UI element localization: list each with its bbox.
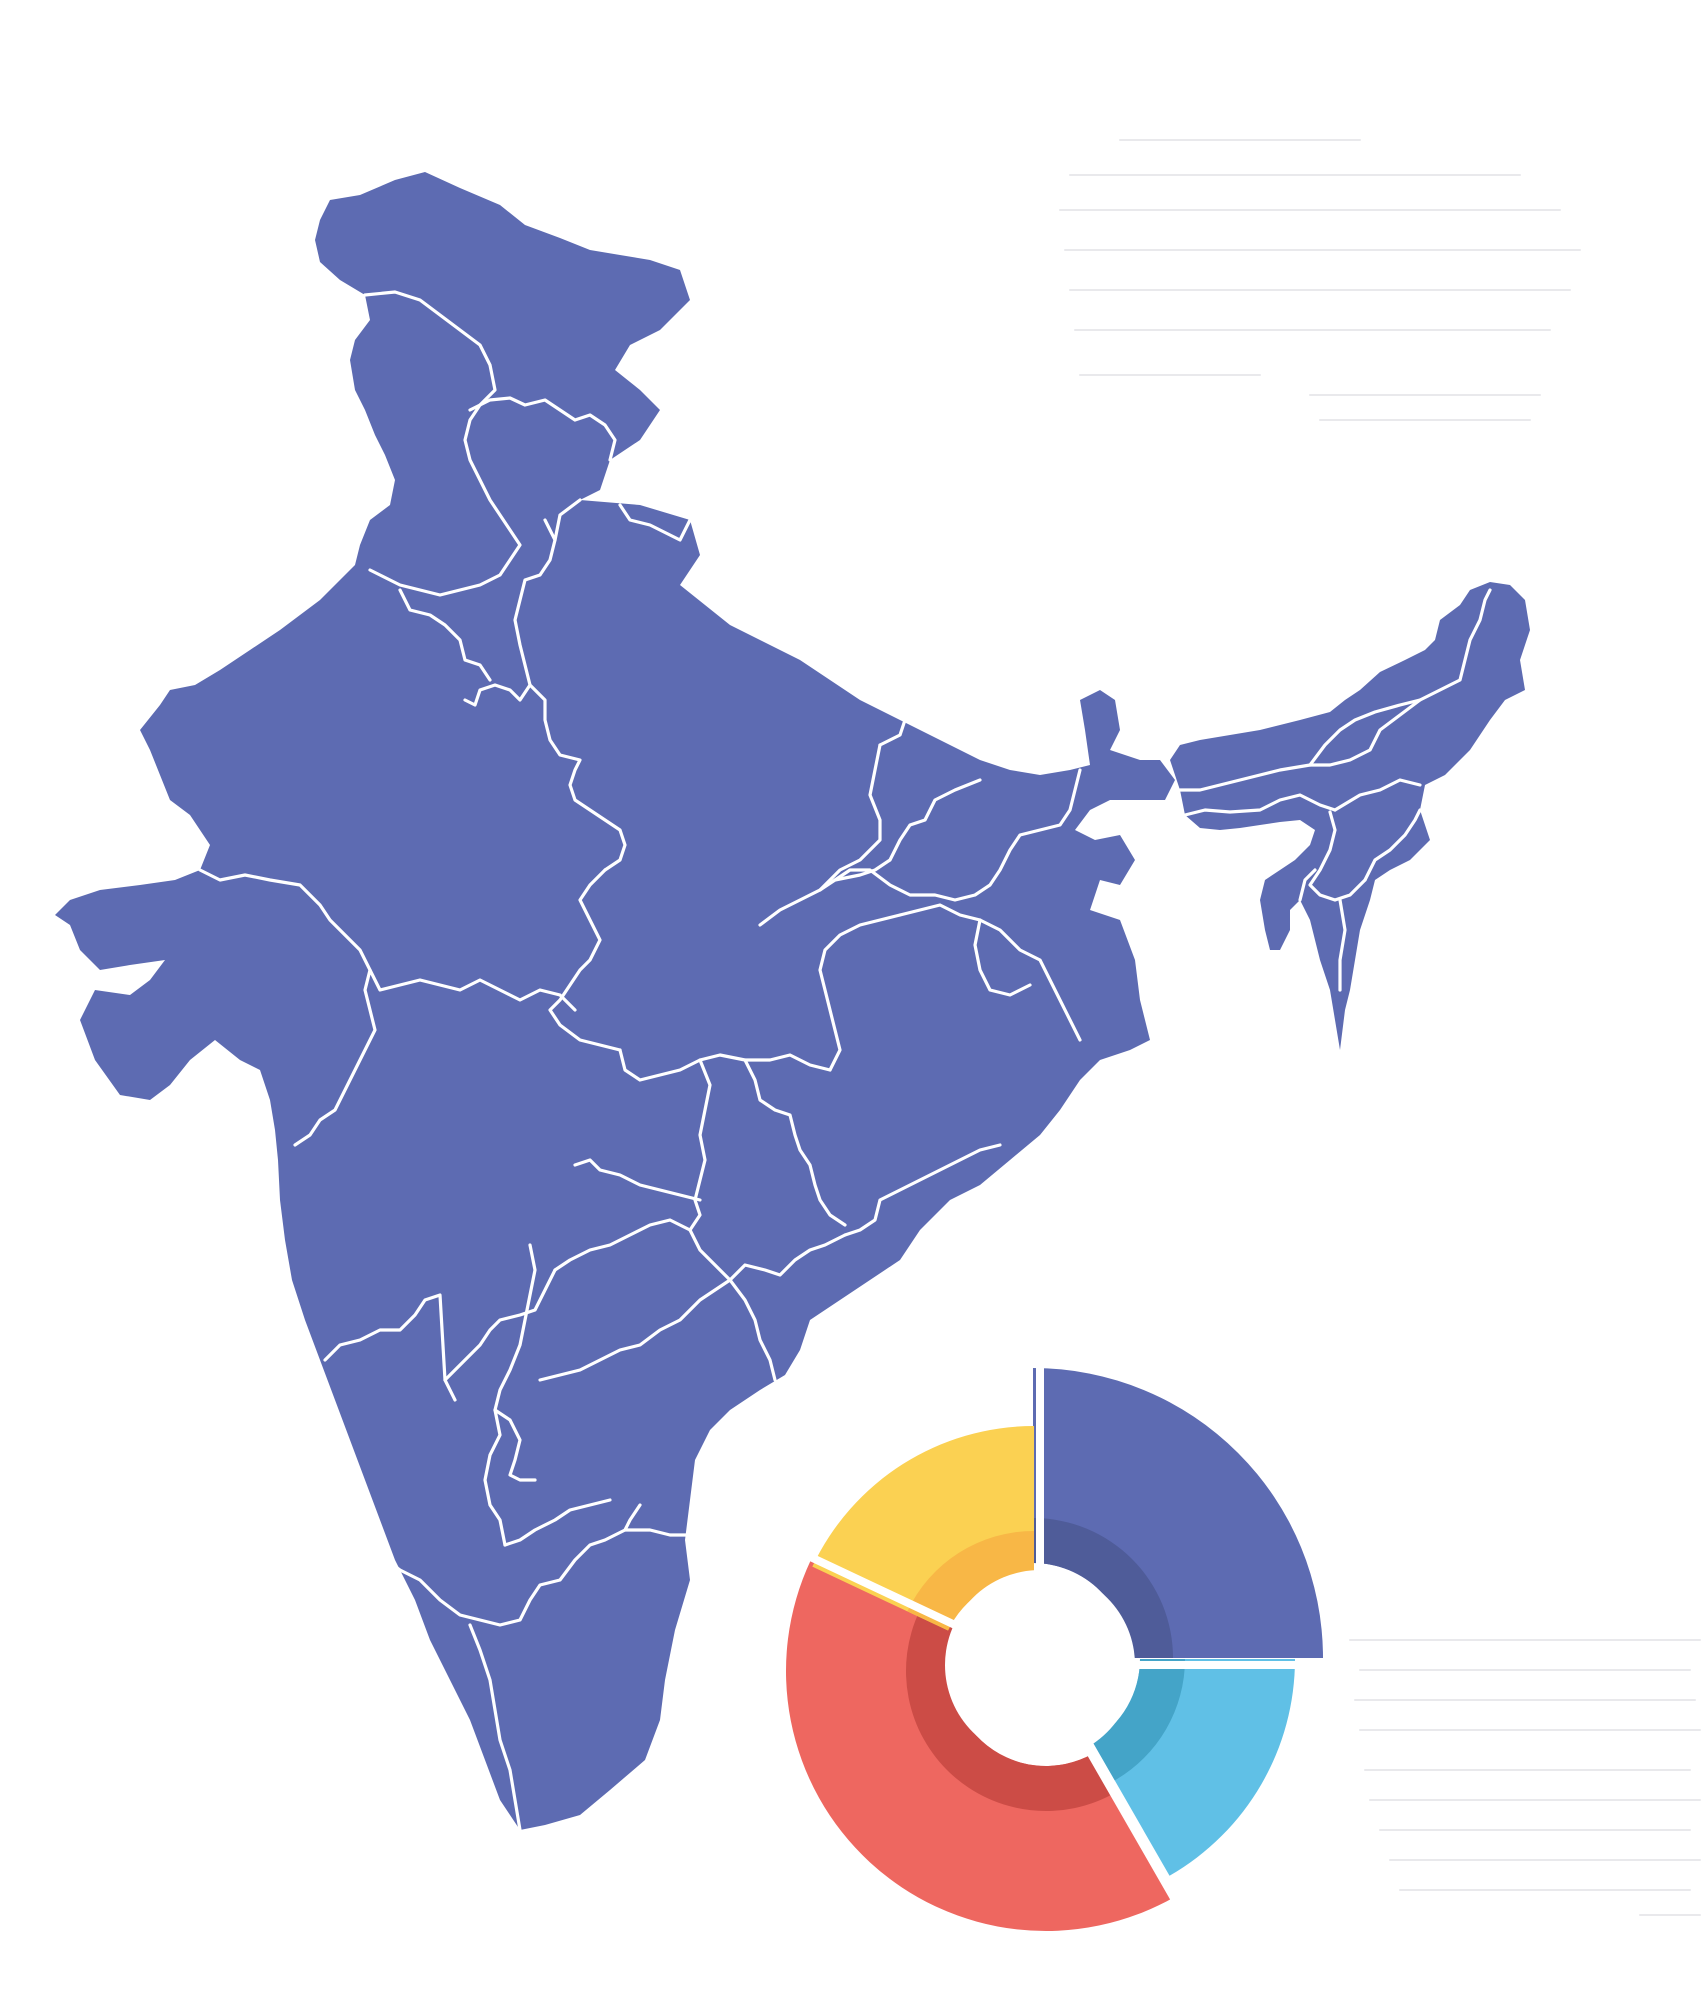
donut-chart — [769, 1365, 1340, 1931]
india-northeast — [1170, 582, 1530, 1050]
faded-text-block — [1060, 140, 1580, 420]
donut-hole — [945, 1570, 1135, 1760]
faded-legend-block — [1350, 1640, 1700, 1915]
